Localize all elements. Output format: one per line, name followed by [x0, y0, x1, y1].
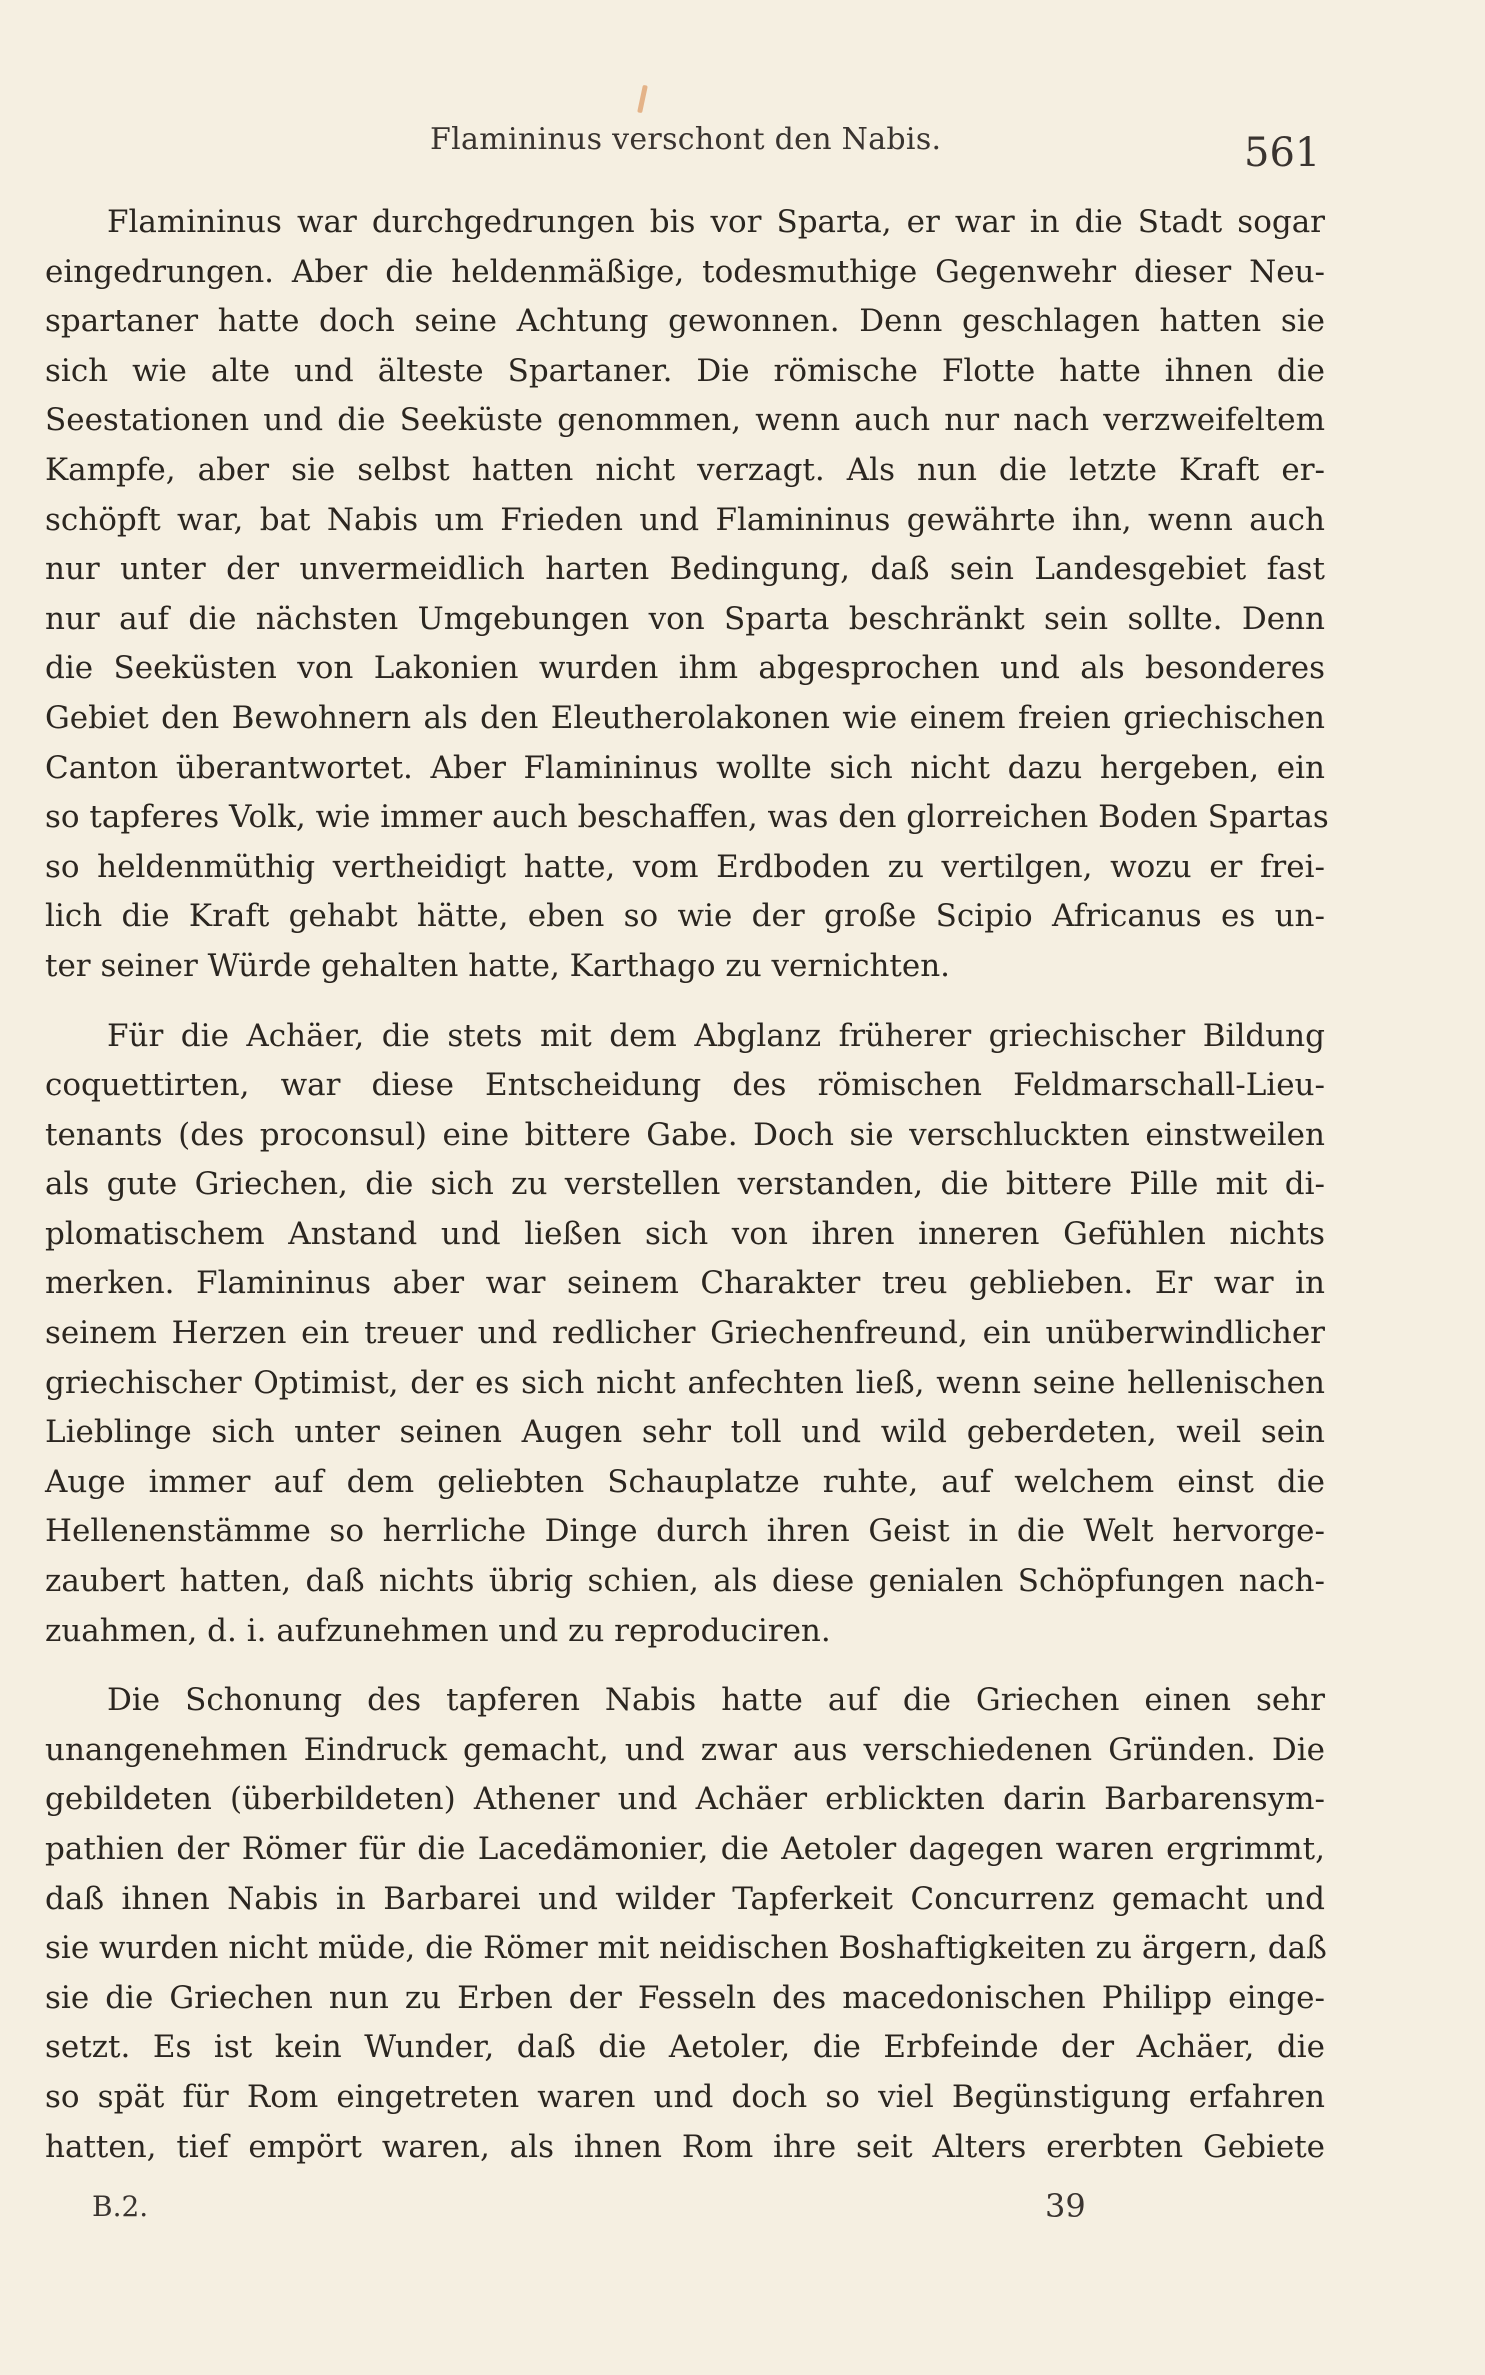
text-line: die Seeküsten von Lakonien wurden ihm abgesprochen und als besonderes	[45, 650, 1325, 687]
text-line: spartaner hatte doch seine Achtung gewonnen. Denn geschlagen hatten sie	[45, 303, 1325, 340]
text-line: griechischer Optimist, der es sich nicht anfechten ließ, wenn seine hellenischen	[45, 1364, 1325, 1401]
text-line: hatten, tief empört waren, als ihnen Rom ihre seit Alters ererbten Gebiete	[45, 2128, 1325, 2165]
body-text	[45, 198, 1329, 2172]
text-line: gebildeten (überbildeten) Athener und Achäer erblickten darin Barbarensym-	[45, 1781, 1325, 1818]
text-line: plomatischem Anstand und ließen sich von ihren inneren Gefühlen nichts	[45, 1215, 1325, 1252]
text-line: lich die Kraft gehabt hätte, eben so wie der große Scipio Africanus es un-	[45, 898, 1325, 935]
text-line: nur unter der unvermeidlich harten Bedingung, daß sein Landesgebiet fast	[45, 551, 1325, 588]
text-line: tenants (des proconsul) eine bittere Gabe. Doch sie verschluckten einstweilen	[45, 1116, 1325, 1153]
paragraph-1	[45, 198, 1329, 992]
text-line: als gute Griechen, die sich zu verstellen verstanden, die bittere Pille mit di-	[45, 1166, 1325, 1203]
sheet-number: 39	[1045, 2187, 1086, 2225]
text-line: daß ihnen Nabis in Barbarei und wilder Tapferkeit Concurrenz gemacht und	[45, 1880, 1325, 1917]
text-line: Seestationen und die Seeküste genommen, wenn auch nur nach verzweifeltem	[45, 402, 1325, 439]
text-line: coquettirten, war diese Entscheidung des römischen Feldmarschall-Lieu-	[45, 1067, 1325, 1104]
printer-signature: B.2.	[92, 2190, 149, 2223]
ink-mark	[637, 85, 648, 113]
text-line: sie wurden nicht müde, die Römer mit neidischen Boshaftigkeiten zu ärgern, daß	[45, 1930, 1327, 1967]
text-line: Flamininus war durchgedrungen bis vor Sparta, er war in die Stadt sogar	[107, 204, 1325, 240]
text-line: zuahmen, d. i. aufzunehmen und zu reproduciren.	[45, 1612, 831, 1649]
text-line: pathien der Römer für die Lacedämonier, die Aetoler dagegen waren ergrimmt,	[45, 1831, 1325, 1867]
text-line: schöpft war, bat Nabis um Frieden und Flamininus gewährte ihn, wenn auch	[45, 501, 1325, 538]
text-line: so heldenmüthig vertheidigt hatte, vom Erdboden zu vertilgen, wozu er frei-	[45, 848, 1325, 885]
text-line: sich wie alte und älteste Spartaner. Die römische Flotte hatte ihnen die	[45, 352, 1325, 389]
text-line: zaubert hatten, daß nichts übrig schien, als diese genialen Schöpfungen nach-	[45, 1563, 1325, 1600]
text-line: setzt. Es ist kein Wunder, daß die Aetoler, die Erbfeinde der Achäer, die	[45, 2029, 1325, 2066]
text-line: Lieblinge sich unter seinen Augen sehr toll und wild geberdeten, weil sein	[45, 1414, 1325, 1451]
text-line: ter seiner Würde gehalten hatte, Karthago zu vernichten.	[45, 947, 951, 984]
text-line: Für die Achäer, die stets mit dem Abglanz früherer griechischer Bildung	[107, 1017, 1325, 1054]
text-line: Auge immer auf dem geliebten Schauplatze ruhte, auf welchem einst die	[45, 1463, 1325, 1500]
text-line: sie die Griechen nun zu Erben der Fesseln des macedonischen Philipp einge-	[45, 1979, 1325, 2016]
text-line: unangenehmen Eindruck gemacht, und zwar aus verschiedenen Gründen. Die	[45, 1731, 1325, 1768]
paragraph-2	[45, 1012, 1325, 1657]
text-line: so spät für Rom eingetreten waren und doch so viel Begünstigung erfahren	[45, 2078, 1325, 2115]
page-number: 561	[1244, 130, 1321, 176]
text-line: nur auf die nächsten Umgebungen von Sparta beschränkt sein sollte. Denn	[45, 600, 1325, 637]
text-line: Canton überantwortet. Aber Flamininus wollte sich nicht dazu hergeben, ein	[45, 749, 1325, 786]
text-line: Die Schonung des tapferen Nabis hatte auf die Griechen einen sehr	[107, 1682, 1325, 1719]
text-line: Kampfe, aber sie selbst hatten nicht verzagt. Als nun die letzte Kraft er-	[45, 451, 1325, 488]
text-line: seinem Herzen ein treuer und redlicher Griechenfreund, ein unüberwindlicher	[45, 1315, 1325, 1352]
paragraph-3	[45, 1676, 1325, 2172]
text-line: Hellenenstämme so herrliche Dinge durch ihren Geist in die Welt hervorge-	[45, 1513, 1325, 1550]
text-line: so tapferes Volk, wie immer auch beschaffen, was den glorreichen Boden Spartas	[45, 799, 1329, 836]
text-line: merken. Flamininus aber war seinem Charakter treu geblieben. Er war in	[45, 1265, 1325, 1302]
running-head: Flamininus verschont den Nabis.	[430, 122, 942, 157]
text-line: Gebiet den Bewohnern als den Eleutherolakonen wie einem freien griechischen	[45, 699, 1325, 736]
text-line: eingedrungen. Aber die heldenmäßige, todesmuthige Gegenwehr dieser Neu-	[45, 253, 1325, 290]
